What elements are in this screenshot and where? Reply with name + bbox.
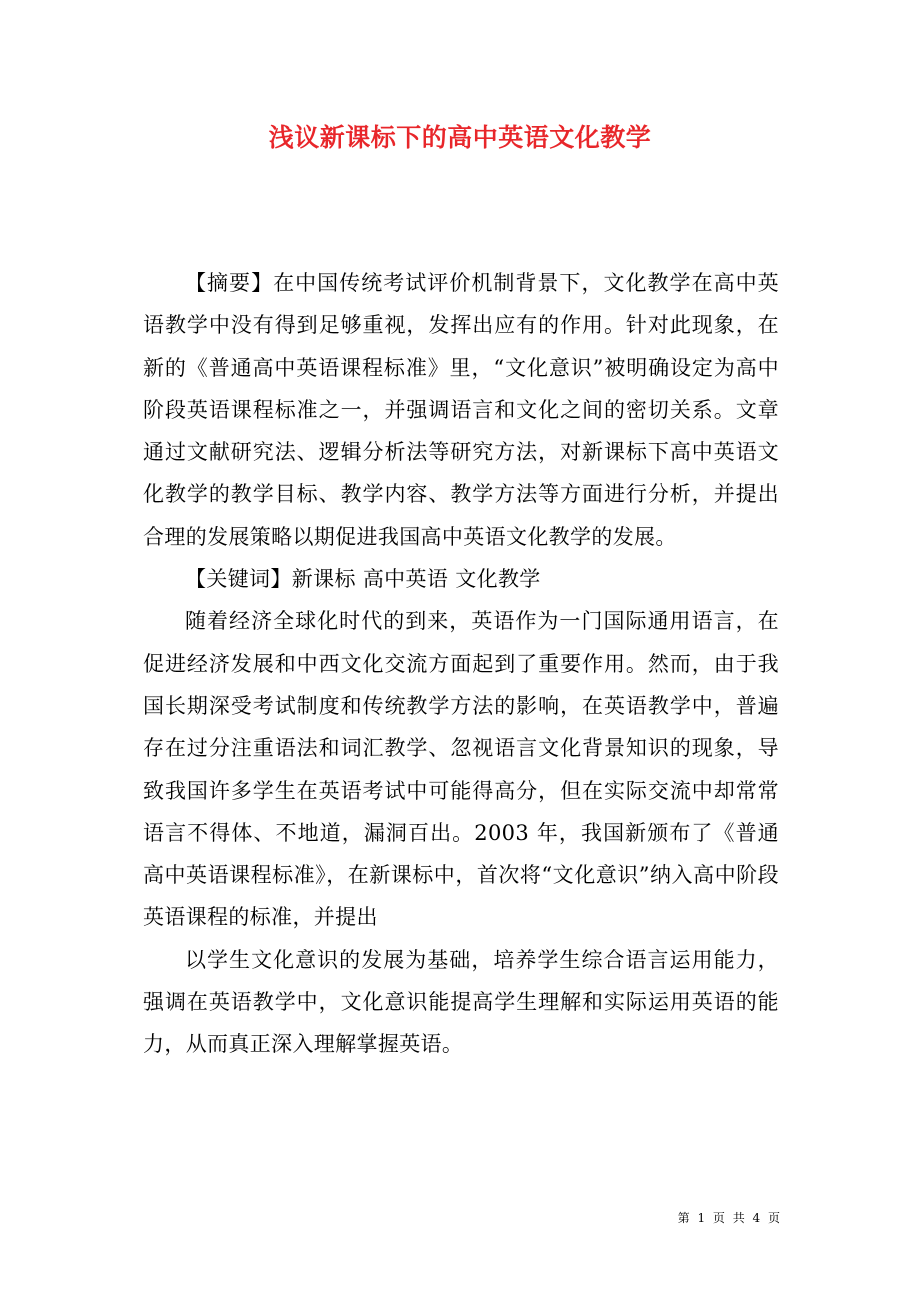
intro-paragraph: 随着经济全球化时代的到来，英语作为一门国际通用语言，在促进经济发展和中西文化交流方面起到了重要作用。然而，由于我国长期深受考试制度和传统教学方法的影响，在英语教学中，普遍存在过分注重语法和词汇教学、忽视语言文化背景知识的现象，导致我国许多学生在英语考试中可能得高分，但在实际交流中却常常语言不得体、不地道，漏洞百出。2003 年，我国新颁布了《普通高中英语课程标准》，在新课标中，首次将“文化意识”纳入高中阶段英语课程的标准，并提出 (143, 609, 779, 930)
abstract-paragraph: 【摘要】在中国传统考试评价机制背景下，文化教学在高中英语教学中没有得到足够重视，发挥出应有的作用。针对此现象，在新的《普通高中英语课程标准》里，“文化意识”被明确设定为高中阶段英语课程标准之一，并强调语言和文化之间的密切关系。文章通过文献研究法、逻辑分析法等研究方法，对新课标下高中英语文化教学的教学目标、教学内容、教学方法等方面进行分析，并提出合理的发展策略以期促进我国高中英语文化教学的发展。 (143, 271, 779, 549)
keywords-paragraph: 【关键词】新课标 高中英语 文化教学 (185, 567, 541, 592)
page-number-footer: 第 1 页 共 4 页 (677, 1211, 782, 1225)
document-body (143, 262, 779, 1066)
document-title: 浅议新课标下的高中英语文化教学 (268, 123, 652, 152)
continuation-paragraph: 以学生文化意识的发展为基础，培养学生综合语言运用能力，强调在英语教学中，文化意识能提高学生理解和实际运用英语的能力，从而真正深入理解掌握英语。 (143, 947, 779, 1057)
